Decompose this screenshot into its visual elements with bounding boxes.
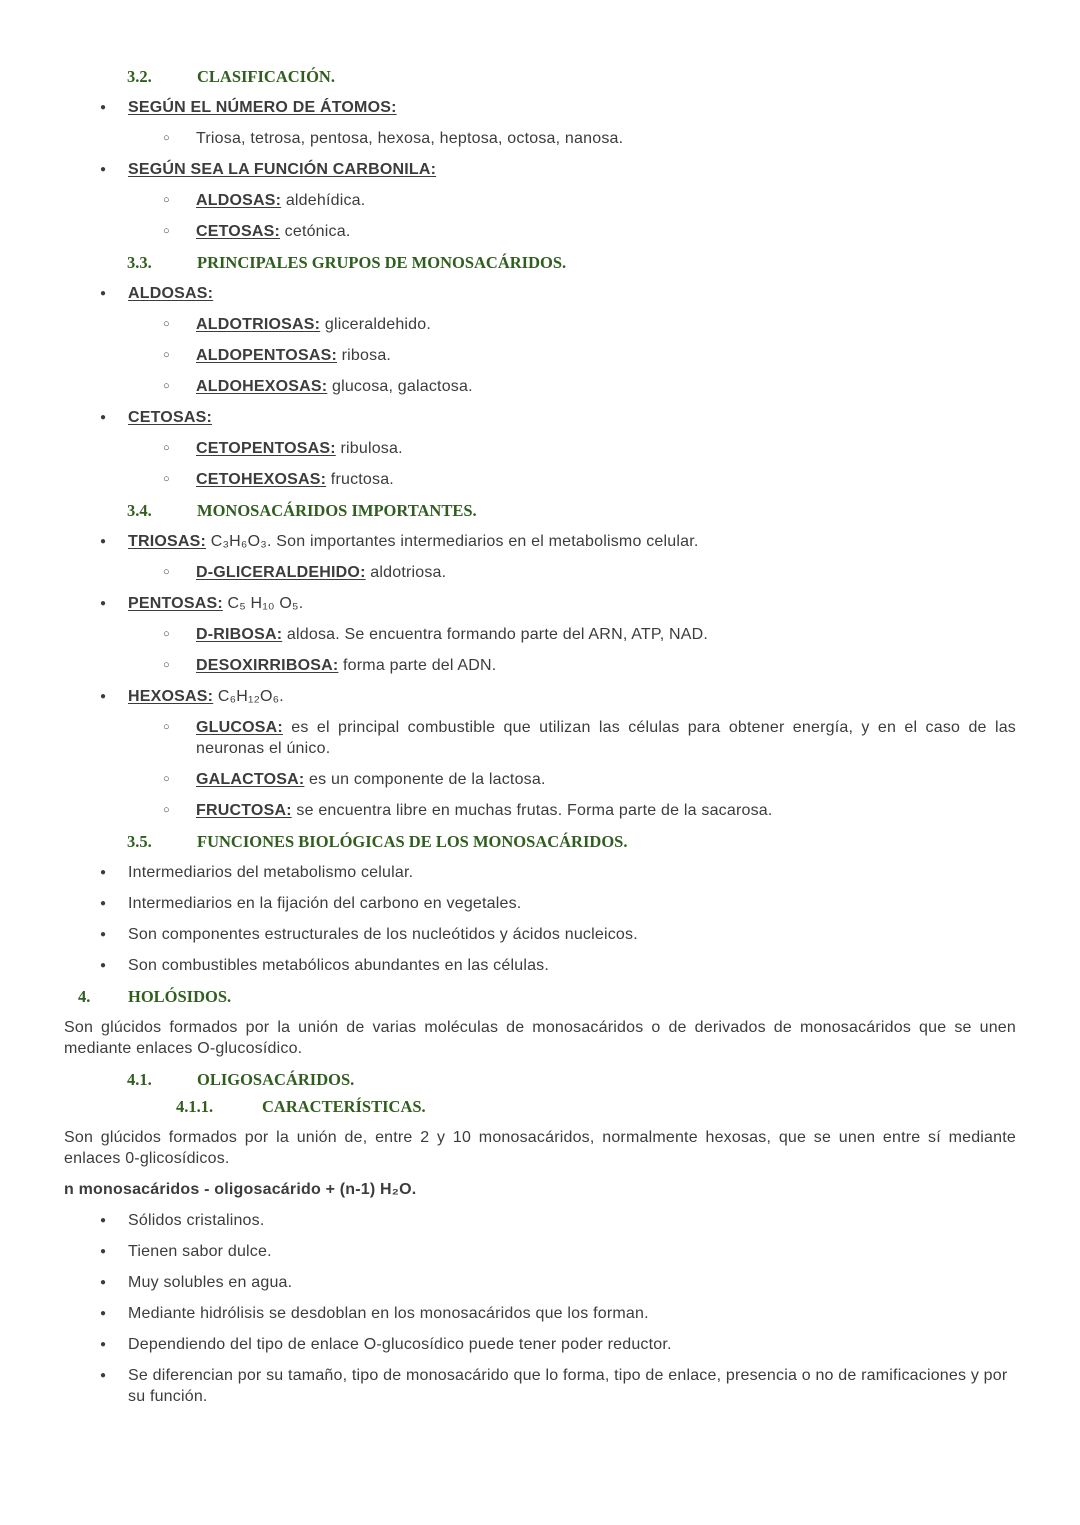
heading-title: OLIGOSACÁRIDOS. <box>197 1070 355 1089</box>
list-item <box>64 283 1016 304</box>
bullet-open-icon: ○ <box>163 659 170 671</box>
term-label: SEGÚN EL NÚMERO DE ÁTOMOS: <box>128 99 397 116</box>
list-item <box>64 624 1016 645</box>
term-definition: aldotriosa. <box>370 564 447 581</box>
heading-title: CARACTERÍSTICAS. <box>262 1097 426 1116</box>
list-item <box>64 924 1016 945</box>
list-item <box>64 717 1016 759</box>
formula-line: n monosacáridos - oligosacárido + (n-1) H₂O. <box>64 1181 417 1198</box>
item-text <box>128 159 1016 180</box>
heading-number: 3.2. <box>127 67 152 86</box>
bullet-filled-icon: ● <box>100 412 107 423</box>
item-text <box>196 655 1016 676</box>
term-label: TRIOSAS: <box>128 533 207 550</box>
bullet-filled-icon: ● <box>100 1215 107 1226</box>
item-text: Tienen sabor dulce. <box>128 1243 272 1260</box>
term-definition: aldosa. Se encuentra formando parte del ARN, ATP, NAD. <box>286 626 709 643</box>
term-label: D-RIBOSA: <box>196 626 283 643</box>
term-definition: ribosa. <box>341 347 392 364</box>
bullet-filled-icon: ● <box>100 598 107 609</box>
bullet-open-icon: ○ <box>163 473 170 485</box>
item-text: Dependiendo del tipo de enlace O-glucosídico puede tener poder reductor. <box>128 1336 672 1353</box>
body-paragraph: Son glúcidos formados por la unión de, entre 2 y 10 monosacáridos, normalmente hexosas, que se unen entre sí mediante enlaces 0-glicosídicos. <box>64 1129 1016 1167</box>
term-label: CETOPENTOSAS: <box>196 440 336 457</box>
heading-number: 4. <box>78 987 91 1006</box>
term-label: ALDOPENTOSAS: <box>196 347 337 364</box>
list-item <box>64 800 1016 821</box>
term-label: DESOXIRRIBOSA: <box>196 657 339 674</box>
item-text <box>128 97 1016 118</box>
list-item <box>64 862 1016 883</box>
bullet-filled-icon: ● <box>100 1246 107 1257</box>
item-text <box>196 562 1016 583</box>
list-item <box>64 1303 1016 1324</box>
item-text <box>196 438 1016 459</box>
term-label: GLUCOSA: <box>196 719 283 736</box>
list-item <box>64 407 1016 428</box>
term-definition: fructosa. <box>330 471 394 488</box>
list-item <box>64 128 1016 149</box>
list-item <box>64 97 1016 118</box>
bullet-filled-icon: ● <box>100 288 107 299</box>
term-label: HEXOSAS: <box>128 688 214 705</box>
item-text <box>196 314 1016 335</box>
section-heading-3-2 <box>64 66 1016 87</box>
bullet-filled-icon: ● <box>100 536 107 547</box>
list-item <box>64 769 1016 790</box>
term-label: CETOHEXOSAS: <box>196 471 327 488</box>
term-definition: cetónica. <box>284 223 351 240</box>
item-text <box>196 190 1016 211</box>
section-heading-3-5 <box>64 831 1016 852</box>
bullet-open-icon: ○ <box>163 318 170 330</box>
term-definition: gliceraldehido. <box>324 316 432 333</box>
bullet-open-icon: ○ <box>163 132 170 144</box>
bullet-filled-icon: ● <box>100 102 107 113</box>
bullet-filled-icon: ● <box>100 1277 107 1288</box>
term-definition: es un componente de la lactosa. <box>309 771 546 788</box>
heading-title: FUNCIONES BIOLÓGICAS DE LOS MONOSACÁRIDOS. <box>197 832 628 851</box>
list-item <box>64 531 1016 552</box>
bullet-open-icon: ○ <box>163 566 170 578</box>
item-text <box>196 376 1016 397</box>
bullet-filled-icon: ● <box>100 691 107 702</box>
bullet-filled-icon: ● <box>100 164 107 175</box>
item-text <box>128 407 1016 428</box>
item-text <box>128 686 1016 707</box>
heading-number: 3.3. <box>127 253 152 272</box>
heading-title: HOLÓSIDOS. <box>128 987 232 1006</box>
heading-number: 3.4. <box>127 501 152 520</box>
term-definition: aldehídica. <box>285 192 366 209</box>
term-definition: se encuentra libre en muchas frutas. Forma parte de la sacarosa. <box>296 802 773 819</box>
term-label: PENTOSAS: <box>128 595 223 612</box>
item-text <box>196 469 1016 490</box>
term-definition: C₅ H₁₀ O₅. <box>227 595 304 612</box>
item-text: Sólidos cristalinos. <box>128 1212 265 1229</box>
list-item <box>64 159 1016 180</box>
bullet-open-icon: ○ <box>163 194 170 206</box>
bullet-filled-icon: ● <box>100 1370 107 1381</box>
term-label: ALDOHEXOSAS: <box>196 378 328 395</box>
list-item <box>64 438 1016 459</box>
item-text <box>196 769 1016 790</box>
item-text <box>128 531 1016 552</box>
bullet-open-icon: ○ <box>163 773 170 785</box>
list-item <box>64 1334 1016 1355</box>
list-item <box>64 1272 1016 1293</box>
term-label: CETOSAS: <box>128 409 212 426</box>
bullet-filled-icon: ● <box>100 960 107 971</box>
list-item <box>64 190 1016 211</box>
term-definition: ribulosa. <box>340 440 403 457</box>
list-item <box>64 469 1016 490</box>
bullet-open-icon: ○ <box>163 628 170 640</box>
bullet-filled-icon: ● <box>100 1308 107 1319</box>
list-item <box>64 1365 1016 1407</box>
item-text: Son combustibles metabólicos abundantes en las células. <box>128 957 550 974</box>
section-heading-3-4 <box>64 500 1016 521</box>
bullet-open-icon: ○ <box>163 349 170 361</box>
section-heading-4-1 <box>64 1069 1016 1090</box>
term-definition: forma parte del ADN. <box>343 657 497 674</box>
bullet-filled-icon: ● <box>100 1339 107 1350</box>
term-label: GALACTOSA: <box>196 771 305 788</box>
term-definition: es el principal combustible que utilizan las células para obtener energía, y en el caso de las neuronas el único. <box>196 719 1016 757</box>
item-text <box>196 800 1016 821</box>
section-heading-4 <box>64 986 1016 1007</box>
section-heading-4-1-1 <box>64 1096 1016 1117</box>
item-text <box>128 593 1016 614</box>
list-item <box>64 955 1016 976</box>
list-item <box>64 593 1016 614</box>
list-item <box>64 562 1016 583</box>
heading-number: 4.1.1. <box>176 1097 214 1116</box>
list-item <box>64 1241 1016 1262</box>
item-text: Triosa, tetrosa, pentosa, hexosa, heptosa, octosa, nanosa. <box>196 130 624 147</box>
list-item <box>64 376 1016 397</box>
bullet-open-icon: ○ <box>163 380 170 392</box>
term-label: FRUCTOSA: <box>196 802 292 819</box>
item-text <box>196 221 1016 242</box>
item-text: Se diferencian por su tamaño, tipo de monosacárido que lo forma, tipo de enlace, presencia o no de ramificaciones y por su función. <box>128 1367 1008 1405</box>
body-paragraph: Son glúcidos formados por la unión de varias moléculas de monosacáridos o de derivados de monosacáridos que se unen mediante enlaces O-glucosídico. <box>64 1019 1016 1057</box>
bullet-open-icon: ○ <box>163 225 170 237</box>
list-item <box>64 655 1016 676</box>
list-item <box>64 345 1016 366</box>
bullet-open-icon: ○ <box>163 721 170 733</box>
bullet-filled-icon: ● <box>100 867 107 878</box>
heading-title: MONOSACÁRIDOS IMPORTANTES. <box>197 501 477 520</box>
term-definition: glucosa, galactosa. <box>331 378 473 395</box>
list-item <box>64 893 1016 914</box>
heading-title: PRINCIPALES GRUPOS DE MONOSACÁRIDOS. <box>197 253 567 272</box>
bullet-filled-icon: ● <box>100 898 107 909</box>
term-label: SEGÚN SEA LA FUNCIÓN CARBONILA: <box>128 161 437 178</box>
item-text: Mediante hidrólisis se desdoblan en los monosacáridos que los forman. <box>128 1305 649 1322</box>
item-text <box>196 717 1016 759</box>
bullet-open-icon: ○ <box>163 804 170 816</box>
term-definition: C₃H₆O₃. Son importantes intermediarios en el metabolismo celular. <box>210 533 699 550</box>
list-item <box>64 1210 1016 1231</box>
list-item <box>64 314 1016 335</box>
list-item <box>64 221 1016 242</box>
term-label: ALDOSAS: <box>196 192 282 209</box>
term-label: ALDOTRIOSAS: <box>196 316 321 333</box>
bullet-filled-icon: ● <box>100 929 107 940</box>
item-text <box>196 345 1016 366</box>
item-text: Intermediarios en la fijación del carbono en vegetales. <box>128 895 522 912</box>
section-heading-3-3 <box>64 252 1016 273</box>
term-label: CETOSAS: <box>196 223 280 240</box>
term-definition: C₆H₁₂O₆. <box>217 688 284 705</box>
item-text <box>196 624 1016 645</box>
item-text: Son componentes estructurales de los nucleótidos y ácidos nucleicos. <box>128 926 638 943</box>
term-label: ALDOSAS: <box>128 285 214 302</box>
heading-number: 3.5. <box>127 832 152 851</box>
heading-title: CLASIFICACIÓN. <box>197 67 335 86</box>
item-text: Muy solubles en agua. <box>128 1274 293 1291</box>
term-label: D-GLICERALDEHIDO: <box>196 564 366 581</box>
heading-number: 4.1. <box>127 1070 152 1089</box>
item-text: Intermediarios del metabolismo celular. <box>128 864 414 881</box>
bullet-open-icon: ○ <box>163 442 170 454</box>
list-item <box>64 686 1016 707</box>
item-text <box>128 283 1016 304</box>
